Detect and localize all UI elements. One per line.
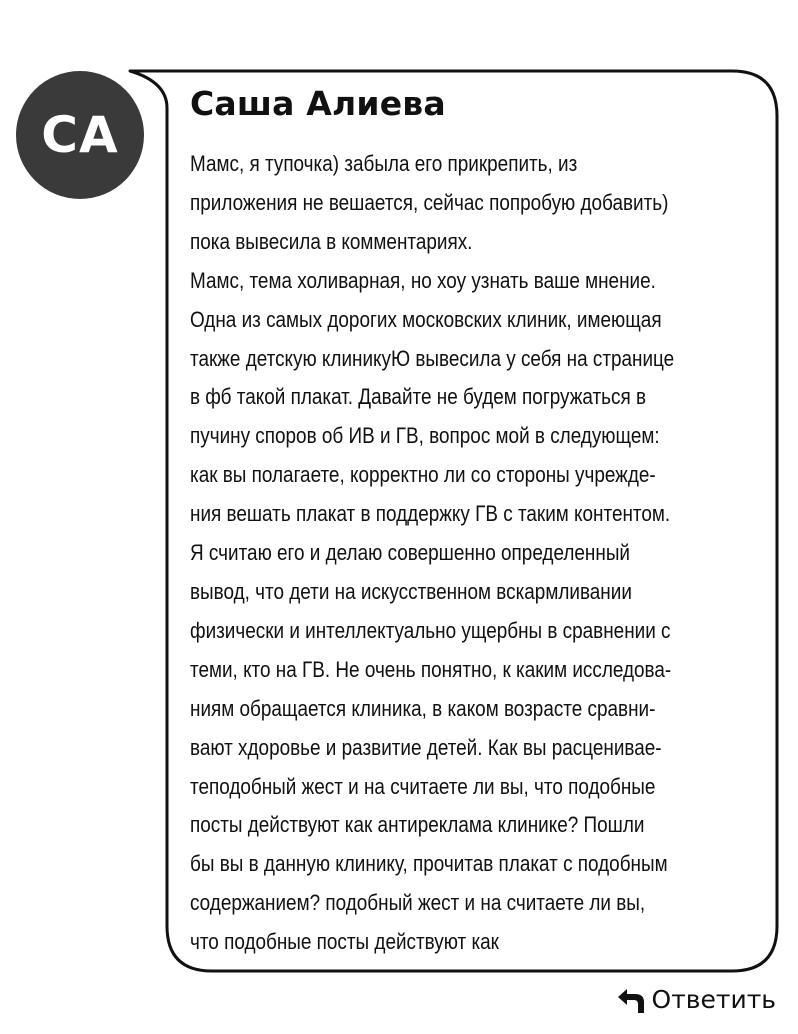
reply-label: Ответить bbox=[651, 985, 776, 1014]
comment-body-line: содержанием? подобный жест и на считаете ли вы, bbox=[190, 890, 646, 916]
comment-body-line: вывод, что дети на искусственном вскармливании bbox=[190, 578, 632, 604]
comment-body-line: физически и интеллектуально ущербны в сравнении с bbox=[190, 617, 671, 643]
comment-body-line: что подобные посты действуют как bbox=[190, 929, 499, 955]
comment-body-line: также детскую клиникуЮ вывесила у себя на странице bbox=[190, 345, 675, 371]
comment-body-line: Я считаю его и делаю совершенно определенный bbox=[190, 540, 630, 566]
comment-body-line: ния вешать плакат в поддержку ГВ с таким контентом. bbox=[190, 501, 671, 527]
comment-body-line: Мамс, я тупочка) забыла его прикрепить, из bbox=[190, 151, 578, 176]
comment-body-line: как вы полагаете, корректно ли со стороны учрежде- bbox=[190, 462, 656, 488]
comment-body-line: Мамс, тема холиварная, но хоу узнать ваше мнение. bbox=[190, 267, 656, 293]
comment-body-line: вают хдоровье и развитие детей. Как вы расценивае- bbox=[190, 734, 662, 760]
comment-body-line: ниям обращается клиника, в каком возрасте сравни- bbox=[190, 695, 656, 721]
comment-body-line: теподобный жест и на считаете ли вы, что подобные bbox=[190, 773, 656, 799]
avatar-initials: СА bbox=[41, 106, 119, 164]
comment-body-line: приложения не вешается, сейчас попробую добавить) bbox=[190, 189, 669, 215]
comment-body-line: бы вы в данную клинику, прочитав плакат с подобным bbox=[190, 851, 668, 877]
comment-body-line: Одна из самых дорогих московских клиник, имеющая bbox=[190, 306, 662, 332]
reply-button[interactable] bbox=[616, 985, 776, 1014]
comment-body-line: теми, кто на ГВ. Не очень понятно, к каким исследова- bbox=[190, 656, 672, 682]
reply-arrow-icon bbox=[616, 986, 646, 1014]
comment-body bbox=[190, 145, 766, 962]
comment-body-line: пучину споров об ИВ и ГВ, вопрос мой в следующем: bbox=[190, 423, 660, 449]
comment-body-line: пока вывесила в комментариях. bbox=[190, 228, 473, 254]
comment-body-line: в фб такой плакат. Давайте не будем погружаться в bbox=[190, 384, 647, 410]
author-name[interactable]: Саша Алиева bbox=[190, 84, 446, 123]
comment-body-line: посты действуют как антиреклама клинике? Пошли bbox=[190, 812, 645, 838]
